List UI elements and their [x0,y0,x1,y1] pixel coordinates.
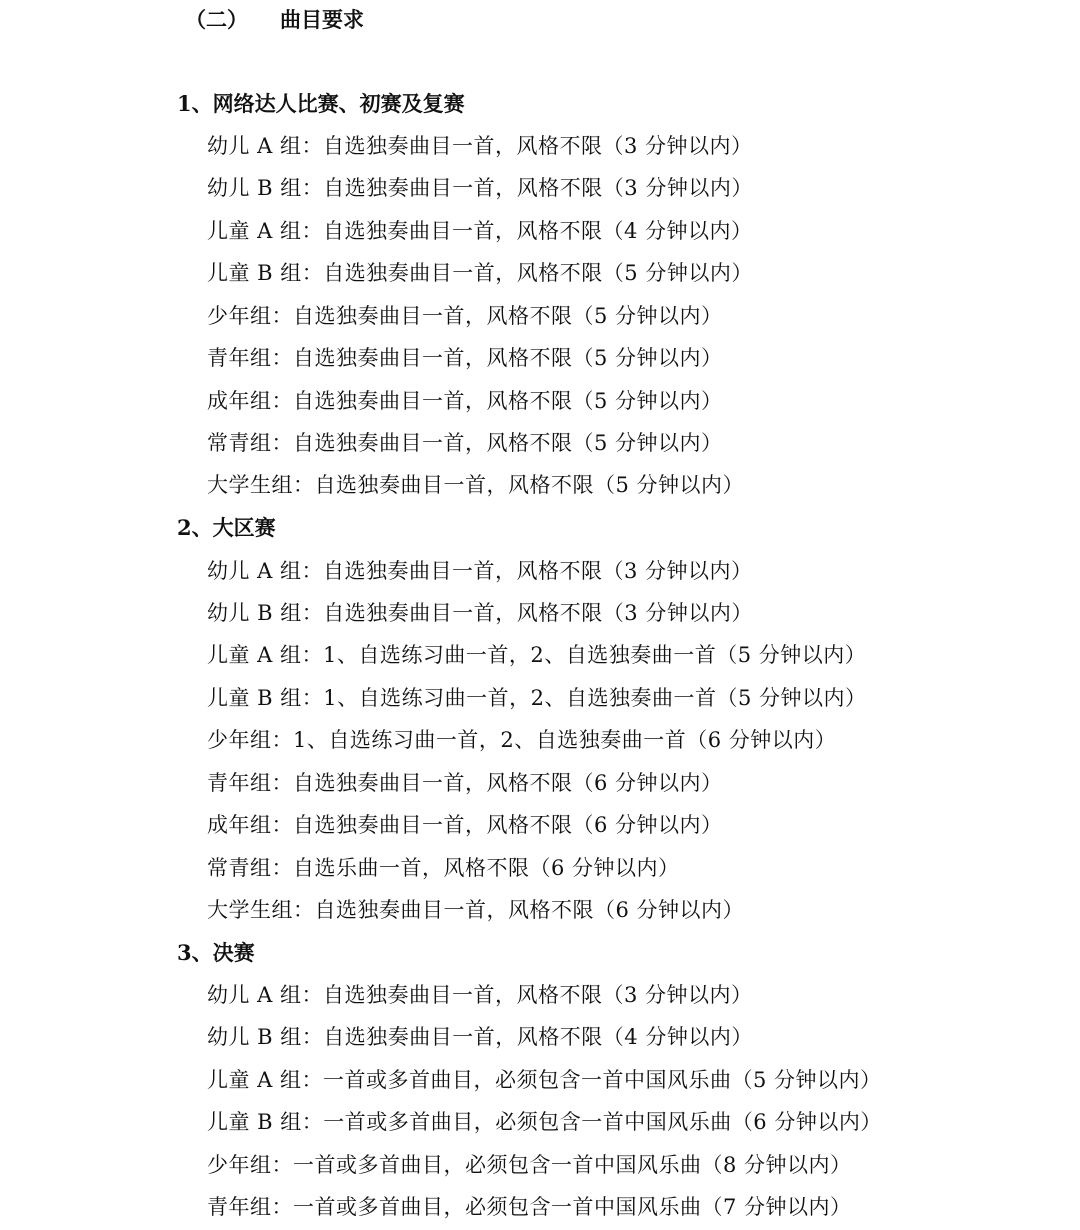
list-item: 儿童 A 组：1、自选练习曲一首，2、自选独奏曲一首（5 分钟以内） [207,643,867,667]
list-item: 幼儿 B 组：自选独奏曲目一首，风格不限（3 分钟以内） [207,176,753,200]
list-item: 儿童 A 组：一首或多首曲目，必须包含一首中国风乐曲（5 分钟以内） [207,1068,882,1092]
heading-title: 曲目要求 [280,7,364,32]
list-item: 青年组：一首或多首曲目，必须包含一首中国风乐曲（7 分钟以内） [207,1195,852,1219]
list-item: 少年组：一首或多首曲目，必须包含一首中国风乐曲（8 分钟以内） [207,1153,852,1177]
list-item: 成年组：自选独奏曲目一首，风格不限（6 分钟以内） [207,813,723,837]
list-item: 成年组：自选独奏曲目一首，风格不限（5 分钟以内） [207,389,723,413]
list-item: 青年组：自选独奏曲目一首，风格不限（6 分钟以内） [207,771,723,795]
subsection-title-3: 3、决赛 [177,940,255,965]
list-item: 少年组：自选独奏曲目一首，风格不限（5 分钟以内） [207,304,723,328]
subsection-title-1: 1、网络达人比赛、初赛及复赛 [177,91,465,116]
list-item: 儿童 A 组：自选独奏曲目一首，风格不限（4 分钟以内） [207,219,753,243]
subsection-title-2: 2、大区赛 [177,515,276,540]
list-item: 青年组：自选独奏曲目一首，风格不限（5 分钟以内） [207,346,723,370]
list-item: 幼儿 A 组：自选独奏曲目一首，风格不限（3 分钟以内） [207,983,753,1007]
list-item: 常青组：自选独奏曲目一首，风格不限（5 分钟以内） [207,431,723,455]
list-item: 幼儿 A 组：自选独奏曲目一首，风格不限（3 分钟以内） [207,134,753,158]
list-item: 儿童 B 组：自选独奏曲目一首，风格不限（5 分钟以内） [207,261,753,285]
list-item: 少年组：1、自选练习曲一首，2、自选独奏曲一首（6 分钟以内） [207,728,837,752]
list-item: 大学生组：自选独奏曲目一首，风格不限（5 分钟以内） [207,473,745,497]
list-item: 幼儿 B 组：自选独奏曲目一首，风格不限（3 分钟以内） [207,601,753,625]
list-item: 儿童 B 组：1、自选练习曲一首，2、自选独奏曲一首（5 分钟以内） [207,686,867,710]
list-item: 幼儿 A 组：自选独奏曲目一首，风格不限（3 分钟以内） [207,559,753,583]
list-item: 大学生组：自选独奏曲目一首，风格不限（6 分钟以内） [207,898,745,922]
section-heading [185,4,364,36]
list-item: 常青组：自选乐曲一首，风格不限（6 分钟以内） [207,856,680,880]
list-item: 儿童 B 组：一首或多首曲目，必须包含一首中国风乐曲（6 分钟以内） [207,1110,882,1134]
heading-number: （二） [185,7,248,32]
list-item: 幼儿 B 组：自选独奏曲目一首，风格不限（4 分钟以内） [207,1025,753,1049]
